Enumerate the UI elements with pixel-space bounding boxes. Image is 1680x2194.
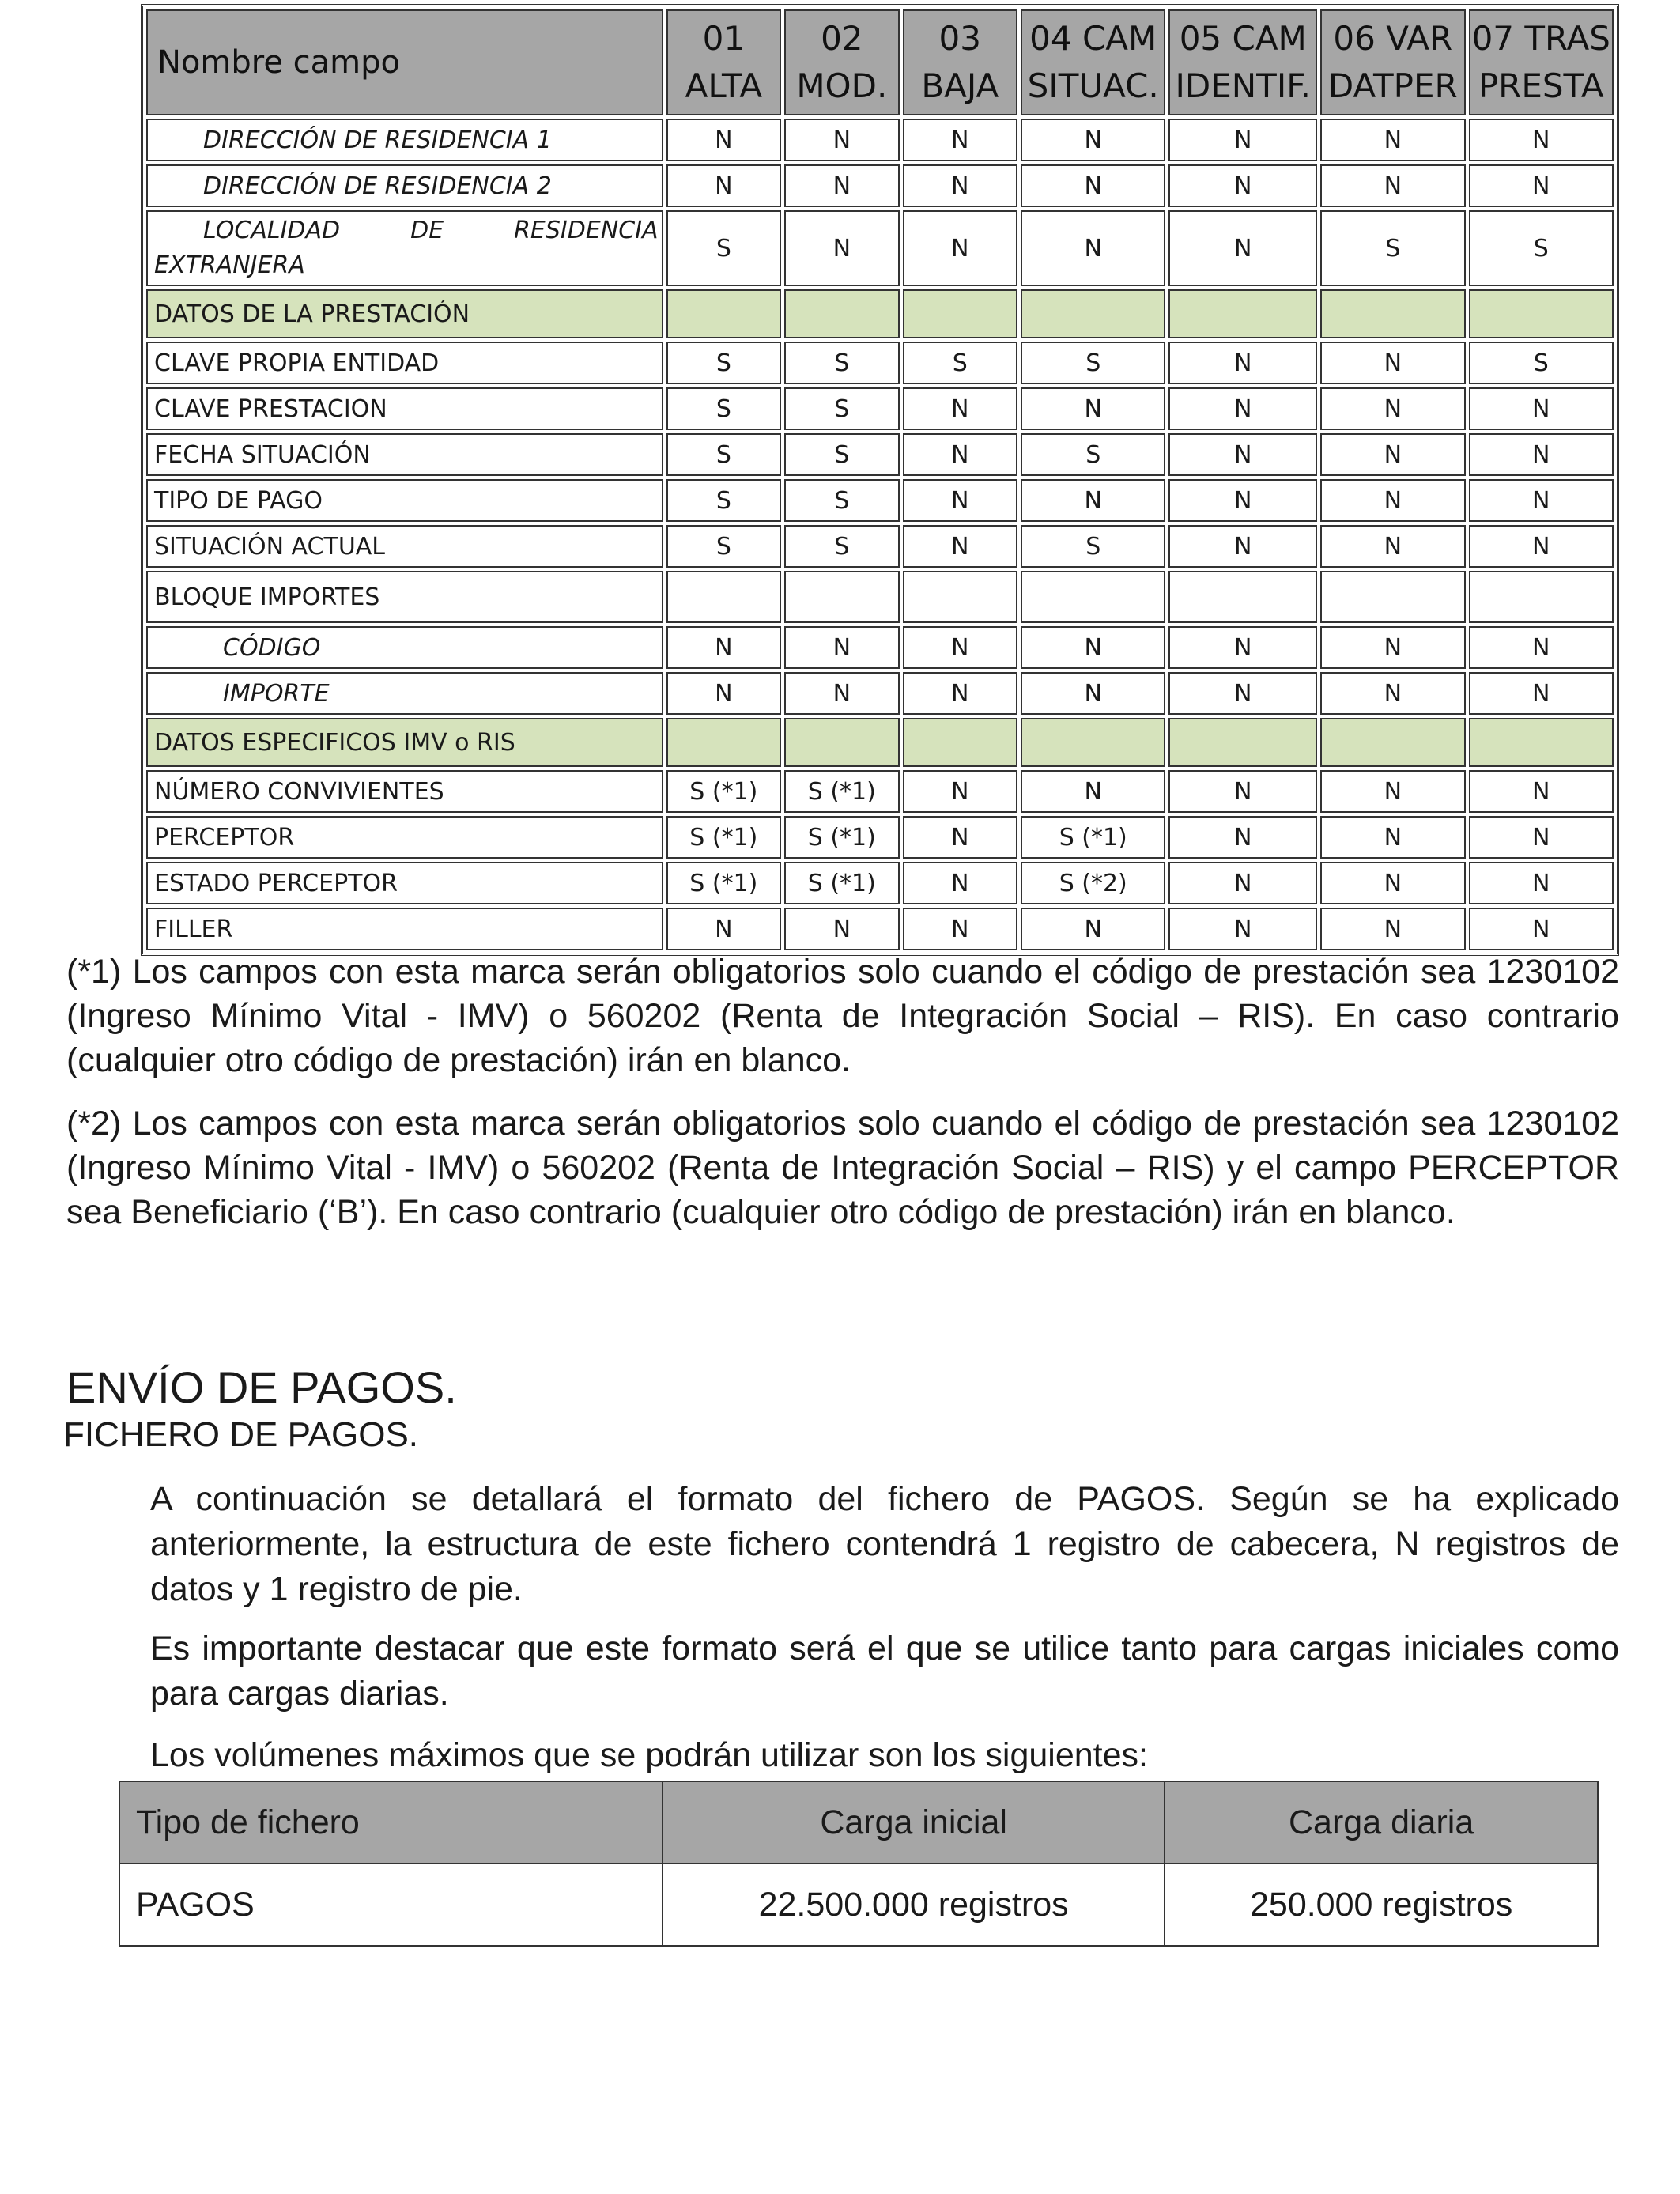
table-cell: N [1168, 626, 1317, 669]
table-cell: N [1320, 342, 1465, 384]
table-cell: N [1021, 626, 1165, 669]
table-header-row [146, 9, 1614, 115]
table-cell: N [784, 908, 899, 950]
table-cell: PAGOS [119, 1864, 663, 1946]
table-cell: N [1168, 342, 1317, 384]
table-cell [784, 718, 899, 767]
column-header-line: 05 CAM [1179, 19, 1307, 58]
table-cell [1168, 718, 1317, 767]
table-cell: N [1021, 210, 1165, 286]
table-cell: 250.000 registros [1165, 1864, 1598, 1946]
table-cell: N [903, 816, 1017, 859]
field-name-line [154, 213, 662, 248]
section-subheading: FICHERO DE PAGOS. [63, 1415, 419, 1454]
table-cell: S [666, 387, 781, 430]
table-cell: S [666, 342, 781, 384]
table-cell: S [784, 525, 899, 568]
table-cell [903, 289, 1017, 338]
field-name: DIRECCIÓN DE RESIDENCIA 2 [146, 164, 663, 207]
table-cell: N [903, 119, 1017, 161]
table-cell [666, 571, 781, 623]
column-header-line: MOD. [796, 66, 888, 105]
table-cell: S (*1) [784, 862, 899, 904]
field-name: DIRECCIÓN DE RESIDENCIA 1 [146, 119, 663, 161]
column-header-01 [666, 9, 781, 115]
column-header-04 [1021, 9, 1165, 115]
table-row [146, 816, 1614, 859]
table-cell: N [1469, 433, 1614, 476]
block-row [146, 571, 1614, 623]
table-cell: S [784, 479, 899, 522]
column-header-line: BAJA [921, 66, 999, 105]
table-cell: N [1469, 479, 1614, 522]
table-cell: N [1469, 908, 1614, 950]
column-header-line: DATPER [1327, 66, 1458, 105]
table-cell [1469, 289, 1614, 338]
table-cell: N [1469, 770, 1614, 813]
table-cell: N [1021, 119, 1165, 161]
table-row [146, 433, 1614, 476]
table-row [146, 479, 1614, 522]
paragraph: A continuación se detallará el formato del fichero de PAGOS. Según se ha explicado anteriormente, la estructura de este fichero contendrá 1 registro de cabecera, N registros de datos y 1 registro de pie. [150, 1480, 1619, 1608]
table-row [146, 770, 1614, 813]
table-cell: N [1168, 479, 1317, 522]
volumes-table [119, 1781, 1599, 1947]
table-cell: N [903, 672, 1017, 715]
field-name: IMPORTE [146, 672, 663, 715]
table-cell: N [903, 862, 1017, 904]
field-name-word: RESIDENCIA [514, 217, 659, 244]
table-cell: N [903, 210, 1017, 286]
column-header-06 [1320, 9, 1465, 115]
table-cell [666, 718, 781, 767]
table-cell: N [1168, 164, 1317, 207]
table-cell: N [1320, 816, 1465, 859]
table-cell: N [1320, 387, 1465, 430]
table-cell: N [784, 672, 899, 715]
table-cell: N [1320, 525, 1465, 568]
table-row [146, 525, 1614, 568]
field-name: ESTADO PERCEPTOR [146, 862, 663, 904]
paragraph: Es importante destacar que este formato será el que se utilice tanto para cargas iniciales como para cargas diarias. [150, 1629, 1619, 1713]
block-title: BLOQUE IMPORTES [146, 571, 663, 623]
table-cell: N [784, 164, 899, 207]
column-header-02 [784, 9, 899, 115]
field-name: CÓDIGO [146, 626, 663, 669]
field-name-word: DE [410, 217, 444, 244]
column-header-03 [903, 9, 1017, 115]
table-cell [1168, 571, 1317, 623]
table-row [119, 1864, 1598, 1946]
table-cell: N [1168, 862, 1317, 904]
section-title: DATOS DE LA PRESTACIÓN [146, 289, 663, 338]
column-header: Tipo de fichero [119, 1781, 663, 1864]
table-cell: N [1320, 164, 1465, 207]
field-name: CLAVE PROPIA ENTIDAD [146, 342, 663, 384]
table-cell: N [1469, 525, 1614, 568]
table-cell: N [1320, 770, 1465, 813]
table-cell: S [1320, 210, 1465, 286]
column-header-line: 04 CAM [1029, 19, 1157, 58]
table-cell: N [1168, 433, 1317, 476]
table-header-row [119, 1781, 1598, 1864]
field-name: CLAVE PRESTACION [146, 387, 663, 430]
table-row [146, 672, 1614, 715]
table-cell [903, 718, 1017, 767]
field-name: SITUACIÓN ACTUAL [146, 525, 663, 568]
table-cell: N [903, 164, 1017, 207]
table-cell: N [1320, 672, 1465, 715]
table-cell: N [666, 119, 781, 161]
table-cell: N [1021, 479, 1165, 522]
table-cell: N [1021, 164, 1165, 207]
table-cell: S (*1) [784, 816, 899, 859]
column-header-line: SITUAC. [1027, 66, 1159, 105]
table-cell: N [903, 433, 1017, 476]
table-cell [1320, 718, 1465, 767]
table-cell: S [666, 525, 781, 568]
table-cell: N [1168, 770, 1317, 813]
field-name: FILLER [146, 908, 663, 950]
column-header-line: 01 [702, 19, 746, 58]
table-cell [666, 289, 781, 338]
field-name: PERCEPTOR [146, 816, 663, 859]
column-header-line: ALTA [685, 66, 763, 105]
table-cell: S [784, 433, 899, 476]
table-cell: N [1168, 816, 1317, 859]
table-cell: S [1469, 210, 1614, 286]
table-cell: N [666, 164, 781, 207]
table-cell: S [903, 342, 1017, 384]
table-cell [1320, 289, 1465, 338]
section-row [146, 289, 1614, 338]
table-cell: S [784, 387, 899, 430]
table-cell: N [784, 119, 899, 161]
table-cell: N [784, 626, 899, 669]
table-cell: S [1021, 342, 1165, 384]
table-cell: N [1168, 672, 1317, 715]
field-name [146, 210, 663, 286]
table-cell: N [666, 672, 781, 715]
table-cell: N [1168, 525, 1317, 568]
table-cell: N [1469, 862, 1614, 904]
table-cell [1021, 718, 1165, 767]
table-cell: S [666, 479, 781, 522]
table-cell: N [1469, 119, 1614, 161]
table-cell: S (*1) [666, 816, 781, 859]
table-cell: S [666, 210, 781, 286]
table-cell [784, 571, 899, 623]
table-cell: N [1469, 164, 1614, 207]
table-cell: N [1469, 387, 1614, 430]
table-cell [1021, 571, 1165, 623]
table-cell: N [1320, 908, 1465, 950]
table-cell: S (*1) [784, 770, 899, 813]
table-cell: N [1021, 770, 1165, 813]
table-cell: N [903, 479, 1017, 522]
table-cell: S (*1) [666, 770, 781, 813]
table-cell: S [666, 433, 781, 476]
field-name: TIPO DE PAGO [146, 479, 663, 522]
table-cell [1168, 289, 1317, 338]
table-cell: N [1168, 210, 1317, 286]
section-title: DATOS ESPECIFICOS IMV o RIS [146, 718, 663, 767]
table-cell [1469, 571, 1614, 623]
table-cell [784, 289, 899, 338]
field-name-line: EXTRANJERA [154, 251, 305, 279]
column-header-line: 03 [938, 19, 981, 58]
table-cell [1320, 571, 1465, 623]
table-cell: S (*1) [666, 862, 781, 904]
table-cell: N [1469, 672, 1614, 715]
table-cell: S [1469, 342, 1614, 384]
table-cell [903, 571, 1017, 623]
field-name-word: LOCALIDAD [203, 217, 341, 244]
table-cell: N [1021, 387, 1165, 430]
column-header-05 [1168, 9, 1317, 115]
paragraph: Los volúmenes máximos que se podrán utilizar son los siguientes: [150, 1736, 1148, 1774]
fields-table [141, 4, 1619, 956]
column-header: Carga diaria [1165, 1781, 1598, 1864]
table-cell: S [1021, 525, 1165, 568]
field-name: FECHA SITUACIÓN [146, 433, 663, 476]
table-row [146, 862, 1614, 904]
column-header-line: 07 TRAS [1471, 19, 1610, 58]
table-row [146, 210, 1614, 286]
table-row [146, 387, 1614, 430]
table-cell: N [1021, 672, 1165, 715]
table-cell: N [903, 387, 1017, 430]
section-row [146, 718, 1614, 767]
section-heading: ENVÍO DE PAGOS. [66, 1362, 457, 1412]
table-cell: N [903, 908, 1017, 950]
column-header-line: 02 [821, 19, 863, 58]
table-cell: N [903, 770, 1017, 813]
table-cell: S [784, 342, 899, 384]
column-header-line: IDENTIF. [1175, 66, 1311, 105]
table-cell: 22.500.000 registros [663, 1864, 1165, 1946]
column-header-07 [1469, 9, 1614, 115]
table-cell [1021, 289, 1165, 338]
footnote-1: (*1) Los campos con esta marca serán obligatorios solo cuando el código de prestación sea 1230102 (Ingreso Mínimo Vital - IMV) o 560202 (Renta de Integración Social – RIS). En caso contrario (cualquier otro código de prestación) irán en blanco. [66, 953, 1619, 1079]
table-cell: S (*1) [1021, 816, 1165, 859]
table-cell: N [1320, 479, 1465, 522]
table-cell [1469, 718, 1614, 767]
table-cell: N [666, 908, 781, 950]
footnote-2: (*2) Los campos con esta marca serán obligatorios solo cuando el código de prestación sea 1230102 (Ingreso Mínimo Vital - IMV) o 560202 (Renta de Integración Social – RIS) y el campo PERCEPTOR sea Beneficiario (‘B’). En caso contrario (cualquier otro código de prestación) irán en blanco. [66, 1105, 1619, 1231]
table-cell: N [903, 626, 1017, 669]
table-cell: N [1320, 119, 1465, 161]
table-cell: S (*2) [1021, 862, 1165, 904]
table-row [146, 164, 1614, 207]
column-header-name: Nombre campo [146, 9, 663, 115]
table-row [146, 908, 1614, 950]
table-cell: N [1320, 433, 1465, 476]
table-cell: N [1168, 908, 1317, 950]
table-cell: N [1320, 626, 1465, 669]
column-header-line: 06 VAR [1333, 19, 1453, 58]
field-name: NÚMERO CONVIVIENTES [146, 770, 663, 813]
table-cell: N [1168, 387, 1317, 430]
table-cell: N [666, 626, 781, 669]
table-cell: S [1021, 433, 1165, 476]
table-cell: N [1320, 862, 1465, 904]
table-cell: N [1168, 119, 1317, 161]
table-cell: N [1469, 816, 1614, 859]
table-cell: N [903, 525, 1017, 568]
table-row [146, 119, 1614, 161]
table-row [146, 626, 1614, 669]
column-header: Carga inicial [663, 1781, 1165, 1864]
table-cell: N [784, 210, 899, 286]
table-cell: N [1021, 908, 1165, 950]
table-cell: N [1469, 626, 1614, 669]
table-row [146, 342, 1614, 384]
column-header-line: PRESTA [1478, 66, 1604, 105]
